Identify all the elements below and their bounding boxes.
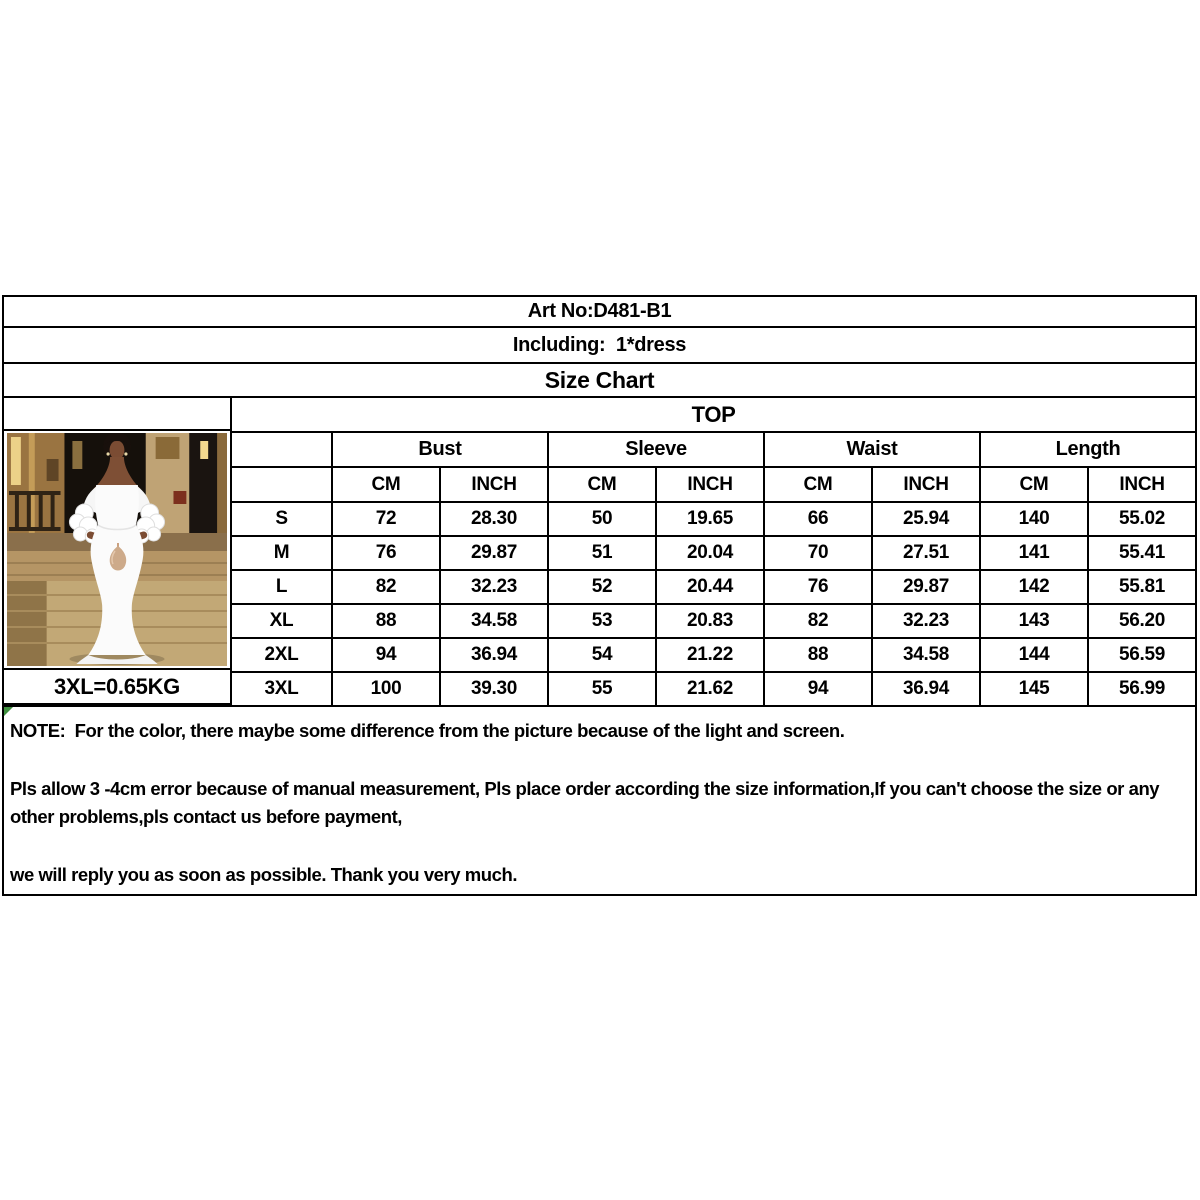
unit-header: INCH (656, 467, 764, 502)
value-cell: 27.51 (872, 536, 980, 570)
value-cell: 56.99 (1088, 672, 1196, 706)
value-cell: 141 (980, 536, 1088, 570)
value-cell: 20.44 (656, 570, 764, 604)
note-line-3: we will reply you as soon as possible. Thank you very much. (10, 864, 518, 885)
including-row (2, 326, 1197, 364)
value-cell: 55.02 (1088, 502, 1196, 536)
group-header-sleeve: Sleeve (548, 432, 764, 467)
value-cell: 145 (980, 672, 1088, 706)
table-row-l (231, 570, 1196, 604)
table-section (2, 396, 1197, 707)
value-cell: 50 (548, 502, 656, 536)
value-cell: 144 (980, 638, 1088, 672)
weight-note-cell (2, 668, 232, 705)
value-cell: 25.94 (872, 502, 980, 536)
unit-header: CM (332, 467, 440, 502)
value-cell: 21.62 (656, 672, 764, 706)
size-cell: 3XL (231, 672, 332, 706)
unit-header: CM (764, 467, 872, 502)
value-cell: 66 (764, 502, 872, 536)
unit-header: INCH (1088, 467, 1196, 502)
left-column (2, 396, 232, 707)
size-chart-sheet (2, 295, 1197, 896)
value-cell: 94 (332, 638, 440, 672)
size-cell: L (231, 570, 332, 604)
value-cell: 100 (332, 672, 440, 706)
unit-row-blank (231, 467, 332, 502)
value-cell: 32.23 (872, 604, 980, 638)
size-cell: XL (231, 604, 332, 638)
value-cell: 55.41 (1088, 536, 1196, 570)
table-row-s (231, 502, 1196, 536)
value-cell: 28.30 (440, 502, 548, 536)
value-cell: 34.58 (440, 604, 548, 638)
cell-comment-marker-icon (4, 707, 13, 716)
size-cell: M (231, 536, 332, 570)
value-cell: 72 (332, 502, 440, 536)
art-no-text: Art No:D481-B1 (527, 300, 672, 322)
value-cell: 82 (332, 570, 440, 604)
unit-header: CM (980, 467, 1088, 502)
size-chart-title: Size Chart (544, 366, 655, 393)
notes-section (2, 705, 1197, 896)
table-title-top: TOP (231, 397, 1196, 432)
unit-header: INCH (440, 467, 548, 502)
value-cell: 34.58 (872, 638, 980, 672)
size-chart-title-row (2, 362, 1197, 398)
size-column-header-blank (231, 432, 332, 467)
value-cell: 88 (332, 604, 440, 638)
value-cell: 53 (548, 604, 656, 638)
group-header-bust: Bust (332, 432, 548, 467)
product-photo-dress-model (7, 433, 227, 666)
value-cell: 56.59 (1088, 638, 1196, 672)
value-cell: 52 (548, 570, 656, 604)
unit-header: INCH (872, 467, 980, 502)
table-row-xl (231, 604, 1196, 638)
value-cell: 140 (980, 502, 1088, 536)
value-cell: 56.20 (1088, 604, 1196, 638)
note-line-2: Pls allow 3 -4cm error because of manual measurement, Pls place order according the size information,If you can't choose the size or any other problems,pls contact us before payment, (10, 778, 1164, 827)
value-cell: 36.94 (440, 638, 548, 672)
group-header-waist: Waist (764, 432, 980, 467)
value-cell: 76 (764, 570, 872, 604)
left-blank-cell (2, 396, 232, 431)
weight-note-text: 3XL=0.65KG (53, 673, 180, 699)
value-cell: 36.94 (872, 672, 980, 706)
size-table (230, 396, 1197, 707)
table-row-3xl (231, 672, 1196, 706)
value-cell: 70 (764, 536, 872, 570)
value-cell: 20.04 (656, 536, 764, 570)
note-line-1: NOTE: For the color, there maybe some difference from the picture because of the light and screen. (10, 720, 845, 741)
value-cell: 142 (980, 570, 1088, 604)
product-photo-cell (2, 429, 232, 670)
group-header-length: Length (980, 432, 1196, 467)
unit-header: CM (548, 467, 656, 502)
value-cell: 82 (764, 604, 872, 638)
value-cell: 54 (548, 638, 656, 672)
value-cell: 76 (332, 536, 440, 570)
value-cell: 51 (548, 536, 656, 570)
value-cell: 55.81 (1088, 570, 1196, 604)
value-cell: 55 (548, 672, 656, 706)
value-cell: 143 (980, 604, 1088, 638)
value-cell: 32.23 (440, 570, 548, 604)
value-cell: 21.22 (656, 638, 764, 672)
value-cell: 29.87 (872, 570, 980, 604)
value-cell: 94 (764, 672, 872, 706)
value-cell: 39.30 (440, 672, 548, 706)
value-cell: 20.83 (656, 604, 764, 638)
table-row-m (231, 536, 1196, 570)
value-cell: 19.65 (656, 502, 764, 536)
table-row-2xl (231, 638, 1196, 672)
value-cell: 29.87 (440, 536, 548, 570)
art-no-row (2, 295, 1197, 328)
value-cell: 88 (764, 638, 872, 672)
size-cell: S (231, 502, 332, 536)
including-text: Including: 1*dress (512, 333, 687, 356)
size-cell: 2XL (231, 638, 332, 672)
